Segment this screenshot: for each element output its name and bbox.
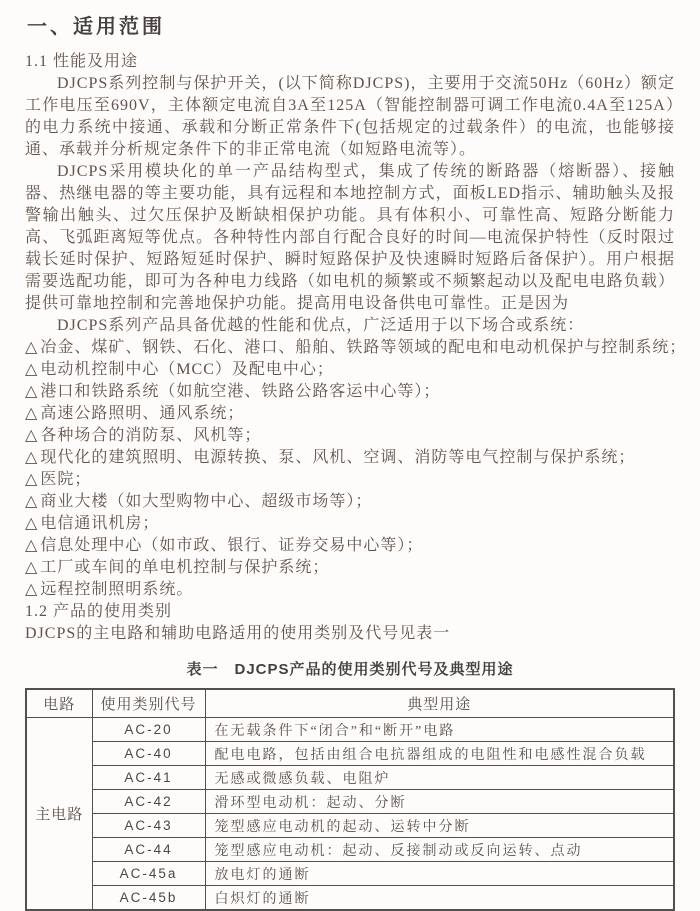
triangle-bullet-icon: △ [25, 493, 39, 510]
code-cell: AC-45b [92, 886, 205, 911]
page-title: 一、适用范围 [27, 16, 165, 38]
triangle-bullet-icon: △ [25, 427, 39, 444]
section-1-2-title: 1.2 产品的使用类别 [25, 603, 173, 620]
usage-category-table [25, 688, 675, 911]
triangle-bullet-icon: △ [25, 581, 39, 598]
header-circuit: 电路 [26, 689, 92, 718]
code-cell: AC-20 [92, 718, 205, 742]
table-intro-text: DJCPS的主电路和辅助电路适用的使用类别及代号见表一 [25, 625, 451, 642]
triangle-bullet-icon: △ [25, 449, 39, 466]
list-item-text: 各种场合的消防泵、风机等； [40, 427, 262, 444]
paragraph-applications-lead: DJCPS系列产品具备优越的性能和优点，广泛适用于以下场合或系统： [57, 317, 585, 334]
list-item [25, 513, 675, 535]
list-item-text: 远程控制照明系统。 [40, 581, 194, 598]
list-item [25, 403, 675, 425]
list-item [25, 469, 675, 491]
triangle-bullet-icon: △ [25, 559, 39, 576]
table-row [26, 886, 674, 911]
application-list [25, 337, 687, 601]
triangle-bullet-icon: △ [25, 515, 39, 532]
triangle-bullet-icon: △ [25, 339, 39, 356]
code-cell: AC-41 [92, 766, 205, 790]
code-cell: AC-45a [92, 862, 205, 886]
list-item-text: 商业大楼（如大型购物中心、超级市场等）； [40, 493, 373, 510]
use-cell: 笼型感应电动机的起动、运转中分断 [205, 814, 674, 838]
table-header-row [26, 689, 674, 718]
use-cell: 放电灯的通断 [205, 862, 674, 886]
table-caption: 表一 DJCPS产品的使用类别代号及典型用途 [186, 661, 514, 678]
use-cell: 白炽灯的通断 [205, 886, 674, 911]
section-1-1-title: 1.1 性能及用途 [25, 53, 139, 70]
paragraph-performance-2: DJCPS采用模块化的单一产品结构型式，集成了传统的断路器（熔断器）、接触器、热继电器的等主要功能，具有远程和本地控制方式，面板LED指示、辅助触头及报警输出触头、过欠压保护及断缺相保护功能。具有体积小、可靠性高、短路分断能力高、飞弧距离短等优点。各种特性内部自行配合良好的时间—电流保护特性（反时限过载长延时保护、短路短延时保护、瞬时短路保护及快速瞬时短路后备保护）。用户根据需要选配功能，即可为各种电力线路（如电机的频繁或不频繁起动以及配电电路负载）提供可靠地控制和完善地保护功能。提高用电设备供电可靠性。正是因为 [25, 163, 675, 312]
use-cell: 在无载条件下“闭合”和“断开”电路 [205, 718, 674, 742]
list-item [25, 381, 675, 403]
triangle-bullet-icon: △ [25, 361, 39, 378]
table-row [26, 814, 674, 838]
triangle-bullet-icon: △ [25, 537, 39, 554]
list-item-text: 电信通讯机房； [40, 515, 160, 532]
list-item [25, 425, 675, 447]
triangle-bullet-icon: △ [25, 471, 39, 488]
list-item [25, 447, 675, 469]
list-item-text: 冶金、煤矿、钢铁、石化、港口、船舶、铁路等领域的配电和电动机保护与控制系统； [40, 339, 687, 356]
list-item-text: 现代化的建筑照明、电源转换、泵、风机、空调、消防等电气控制与保护系统； [40, 449, 636, 466]
table-row [26, 766, 674, 790]
list-item-text: 医院； [40, 471, 92, 488]
circuit-group-cell: 主电路 [26, 718, 92, 911]
use-cell: 无感或微感负载、电阻炉 [205, 766, 674, 790]
header-typical-use: 典型用途 [205, 689, 674, 718]
list-item-text: 港口和铁路系统（如航空港、铁路公路客运中心等）； [40, 383, 441, 400]
list-item [25, 579, 675, 601]
table-row [26, 742, 674, 766]
header-category-code: 使用类别代号 [92, 689, 205, 718]
paragraph-performance-1: DJCPS系列控制与保护开关，(以下简称DJCPS)，主要用于交流50Hz（60Hz）额定工作电压至690V，主体额定电流自3A至125A（智能控制器可调工作电流0.4A至125A）的电力系统中接通、承载和分断正常条件下(包括规定的过载条件）的电流，也能够接通、承载并分析规定条件下的非正常电流（如短路电流等）。 [25, 75, 675, 158]
table-row [26, 862, 674, 886]
list-item-text: 信息处理中心（如市政、银行、证券交易中心等）； [40, 537, 424, 554]
code-cell: AC-43 [92, 814, 205, 838]
list-item [25, 535, 675, 557]
list-item [25, 557, 675, 579]
list-item-text: 工厂或车间的单电机控制与保护系统； [40, 559, 330, 576]
list-item [25, 491, 675, 513]
code-cell: AC-40 [92, 742, 205, 766]
list-item-text: 高速公路照明、通风系统； [40, 405, 245, 422]
use-cell: 笼型感应电动机：起动、反接制动或反向运转、点动 [205, 838, 674, 862]
code-cell: AC-42 [92, 790, 205, 814]
triangle-bullet-icon: △ [25, 405, 39, 422]
table-row [26, 718, 674, 742]
list-item [25, 359, 675, 381]
list-item [25, 337, 687, 359]
use-cell: 配电电路，包括由组合电抗器组成的电阻性和电感性混合负载 [205, 742, 674, 766]
use-cell: 滑环型电动机：起动、分断 [205, 790, 674, 814]
table-row [26, 838, 674, 862]
code-cell: AC-44 [92, 838, 205, 862]
table-row [26, 790, 674, 814]
list-item-text: 电动机控制中心（MCC）及配电中心； [40, 361, 334, 378]
triangle-bullet-icon: △ [25, 383, 39, 400]
